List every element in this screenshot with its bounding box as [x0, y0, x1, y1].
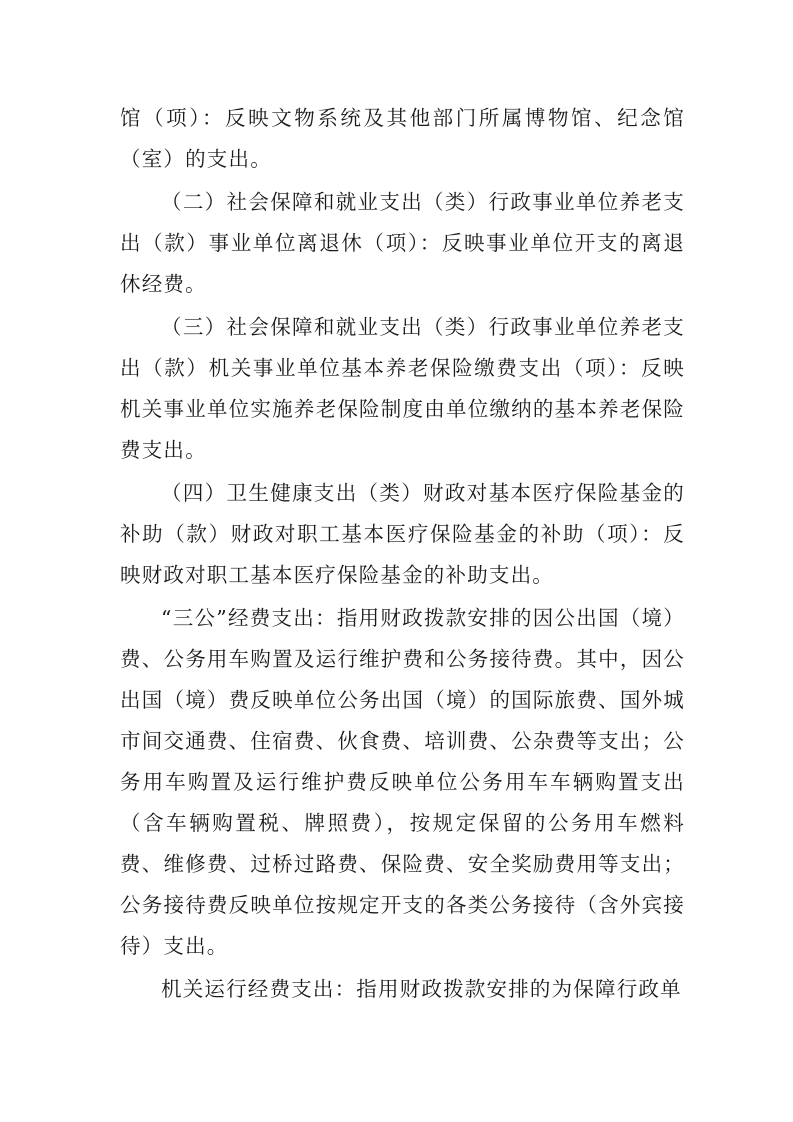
paragraph-pension-insurance-item: （三）社会保障和就业支出（类）行政事业单位养老支出（款）机关事业单位基本养老保险缴费支出（项）：反映机关事业单位实施养老保险制度由单位缴纳的基本养老保险费支出。 [120, 315, 685, 462]
paragraph-three-public-expenses: “三公”经费支出：指用财政拨款安排的因公出国（境）费、公务用车购置及运行维护费和公务接待费。其中，因公出国（境）费反映单位公务出国（境）的国际旅费、国外城市间交通费、住宿费、伙食费、培训费、公杂费等支出；公务用车购置及运行维护费反映单位公务用车车辆购置支出（含车辆购置税、牌照费），按规定保留的公务用车燃料费、维修费、过桥过路费、保险费、安全奖励费用等支出；公务接待费反映单位按规定开支的各类公务接待（含外宾接待）支出。 [120, 606, 685, 958]
document-body [120, 98, 685, 1012]
paragraph-agency-operating-expenses: 机关运行经费支出：指用财政拨款安排的为保障行政单 [161, 977, 682, 1001]
paragraph-museum-item: 馆（项）：反映文物系统及其他部门所属博物馆、纪念馆（室）的支出。 [120, 106, 685, 171]
paragraph-retirement-item: （二）社会保障和就业支出（类）行政事业单位养老支出（款）事业单位离退休（项）：反映事业单位开支的离退休经费。 [120, 190, 685, 296]
paragraph-medical-insurance-item: （四）卫生健康支出（类）财政对基本医疗保险基金的补助（款）财政对职工基本医疗保险基金的补助（项）：反映财政对职工基本医疗保险基金的补助支出。 [120, 481, 685, 587]
